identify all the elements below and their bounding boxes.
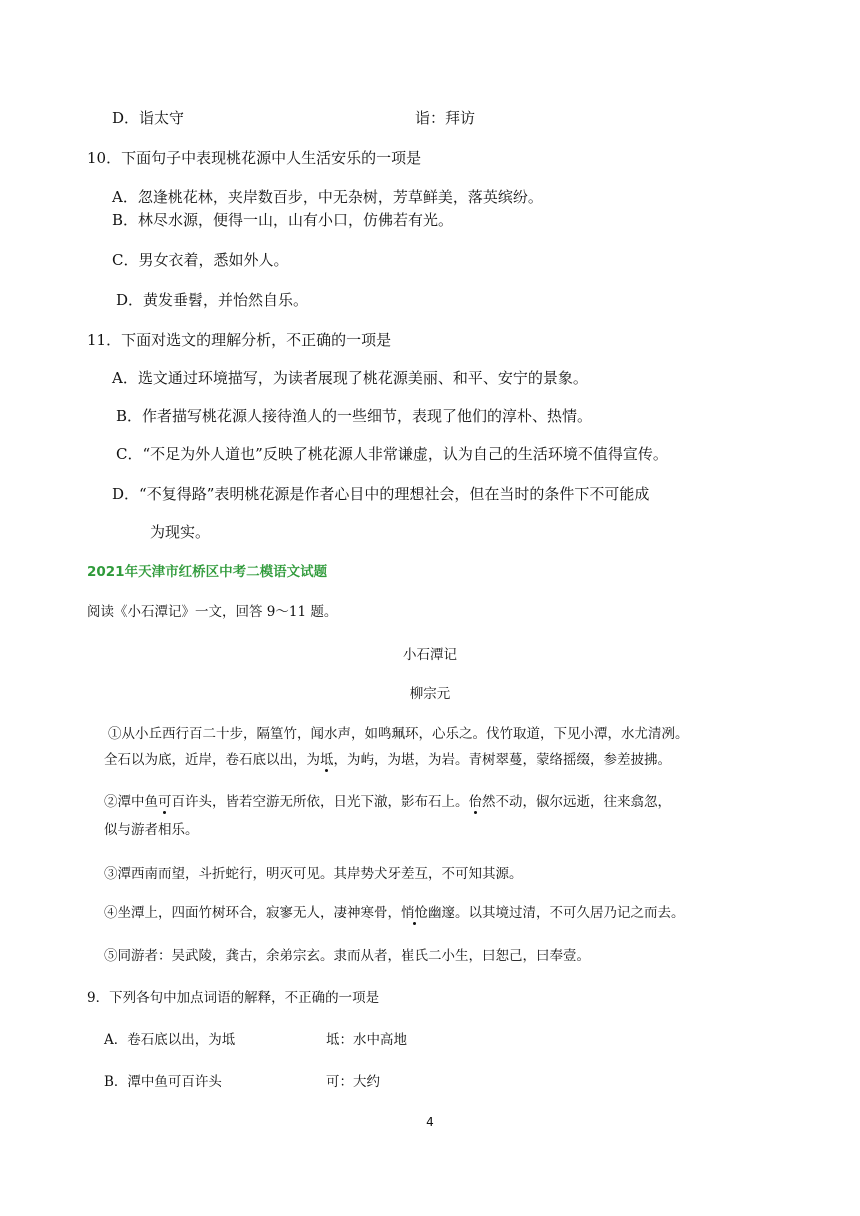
q10-option-c: C．男女衣着，悉如外人。: [112, 251, 289, 269]
dotted-word: 悄怆: [401, 905, 428, 921]
q9-option-b: B．潭中鱼可百许头: [104, 1074, 222, 1090]
q8-option-d: D．诣太守: [112, 109, 185, 127]
dotted-word: 坻: [320, 752, 334, 768]
q11-option-d-line1: D．“不复得路”表明桃花源是作者心目中的理想社会，但在当时的条件下不可能成: [112, 485, 650, 503]
paragraph-1-line-2: 全石以为底，近岸，卷石底以出，为坻，为屿，为堪，为岩。青树翠蔓，蒙络摇缀，参差披拂。: [104, 752, 671, 768]
dotted-word: 可: [158, 794, 172, 810]
section-title: 2021年天津市红桥区中考二模语文试题: [87, 564, 328, 580]
q11-stem: 11．下面对选文的理解分析，不正确的一项是: [87, 331, 392, 349]
q11-option-d-line2: 为现实。: [150, 523, 211, 541]
q9-option-b-explanation: 可：大约: [326, 1074, 380, 1090]
q10-option-d: D．黄发垂髫，并怡然自乐。: [116, 291, 309, 309]
q10-stem: 10．下面句子中表现桃花源中人生活安乐的一项是: [87, 149, 422, 167]
q10-option-b: B．林尽水源，便得一山，山有小口，仿佛若有光。: [112, 211, 454, 229]
paragraph-1-line-1: ①从小丘西行百二十步，隔篁竹，闻水声，如鸣珮环，心乐之。伐竹取道，下见小潭，水尤清冽。: [108, 726, 689, 742]
q11-option-c: C．“不足为外人道也”反映了桃花源人非常谦虚，认为自己的生活环境不值得宣传。: [116, 445, 668, 463]
q11-option-b: B．作者描写桃花源人接待渔人的一些细节，表现了他们的淳朴、热情。: [116, 407, 593, 425]
q9-option-a-explanation: 坻：水中高地: [326, 1032, 407, 1048]
q9-stem: 9．下列各句中加点词语的解释，不正确的一项是: [87, 990, 380, 1006]
paragraph-4: ④坐潭上，四面竹树环合，寂寥无人，凄神寒骨，悄怆幽邃。以其境过清，不可久居乃记之而去。: [104, 905, 685, 921]
dotted-word: 佁: [468, 794, 482, 810]
q11-option-a: A．选文通过环境描写，为读者展现了桃花源美丽、和平、安宁的景象。: [112, 369, 588, 387]
paragraph-3: ③潭西南而望，斗折蛇行，明灭可见。其岸势犬牙差互，不可知其源。: [104, 866, 523, 882]
paragraph-5: ⑤同游者：吴武陵，龚古，余弟宗玄。隶而从者，崔氏二小生，曰恕己，曰奉壹。: [104, 948, 590, 964]
paragraph-2-line-2: 似与游者相乐。: [104, 822, 199, 838]
article-author: 柳宗元: [409, 686, 451, 702]
q10-option-a: A．忽逢桃花林，夹岸数百步，中无杂树，芳草鲜美，落英缤纷。: [112, 188, 543, 206]
q8-option-d-explanation: 诣：拜访: [415, 109, 476, 127]
article-title: 小石潭记: [403, 647, 457, 663]
paragraph-2-line-1: ②潭中鱼可百许头，皆若空游无所依，日光下澈，影布石上。佁然不动，俶尔远逝，往来翕忽，: [104, 794, 671, 810]
q9-option-a: A．卷石底以出，为坻: [104, 1032, 236, 1048]
reading-instructions: 阅读《小石潭记》一文，回答 9～11 题。: [87, 604, 338, 620]
page-number: 4: [426, 1115, 434, 1129]
